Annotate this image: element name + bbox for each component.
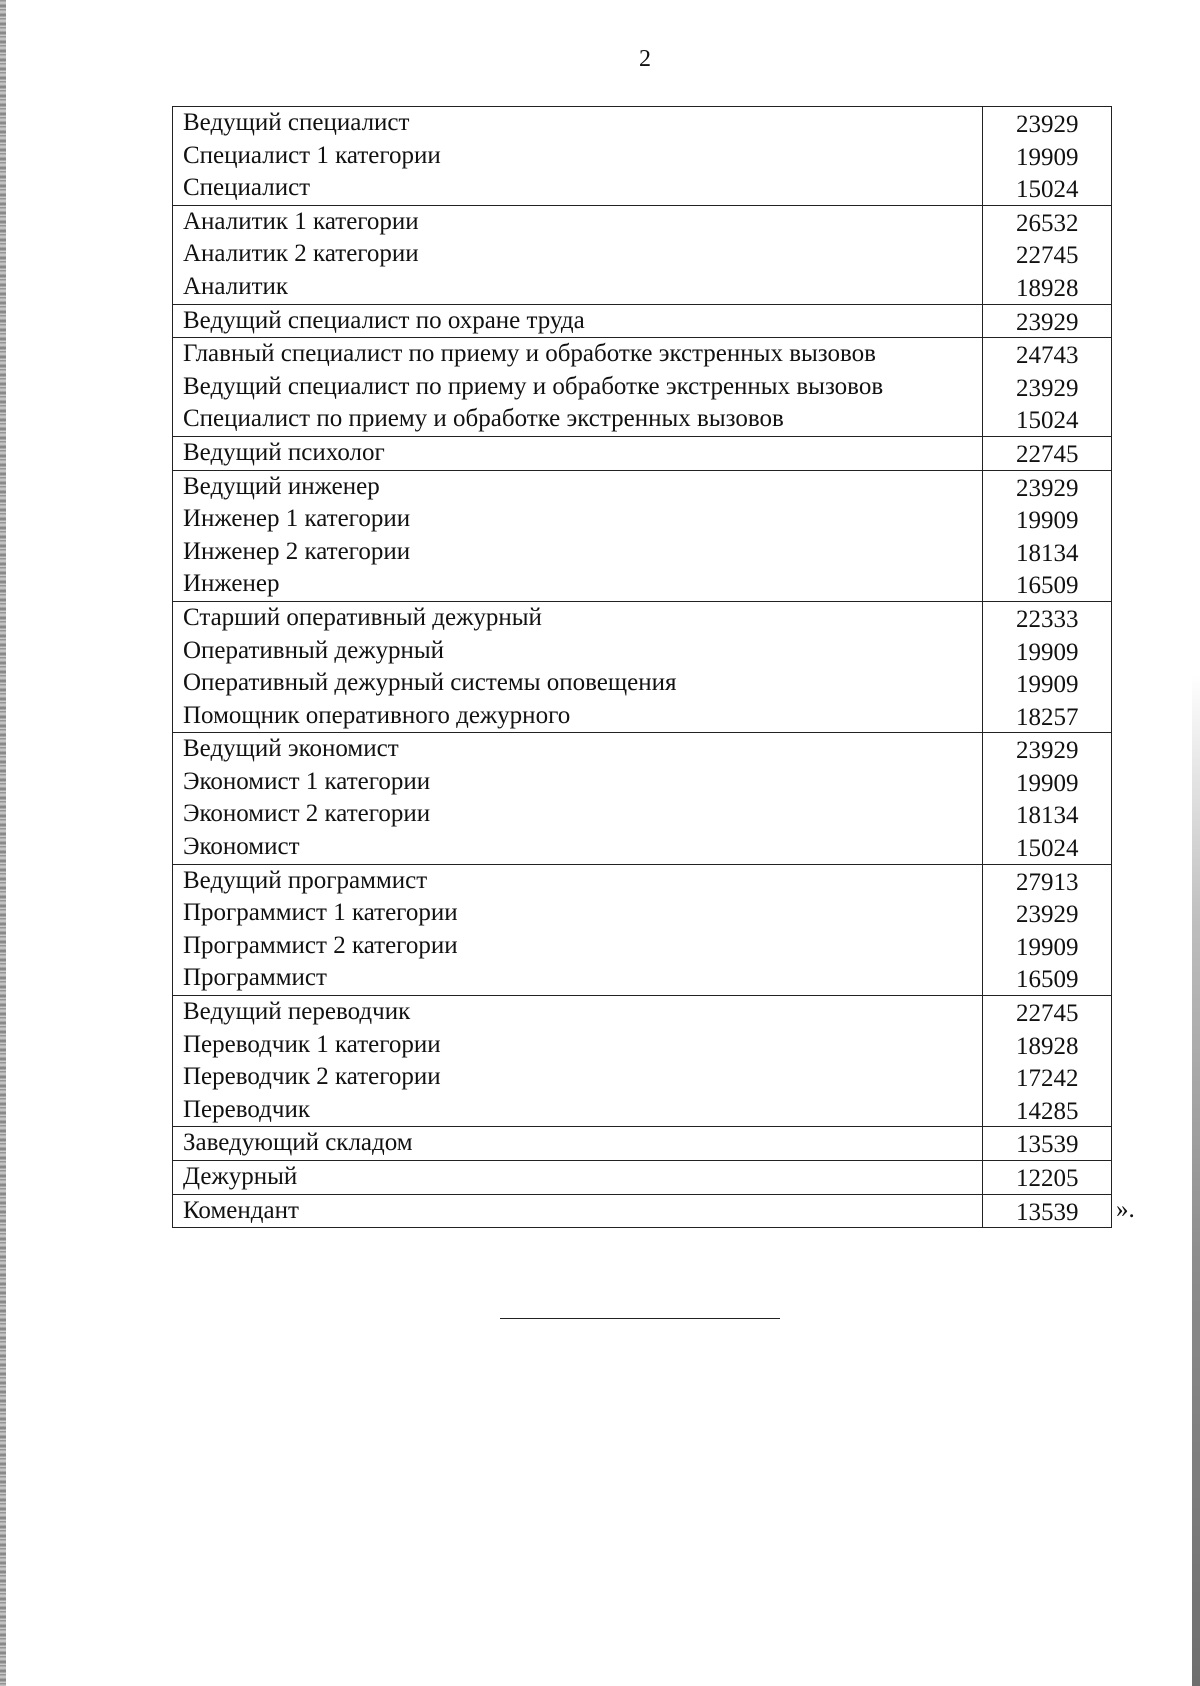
salary-value: 13539 [1015,1198,1079,1226]
table-row [173,470,1112,601]
position-title: Инженер [183,570,280,598]
position-title: Аналитик 1 категории [183,207,419,235]
salary-value: 18928 [1015,274,1079,302]
position-title: Программист 2 категории [183,931,458,959]
table-row [173,205,1112,304]
salary-value-cell [983,436,1112,470]
salary-value: 19909 [1015,769,1079,797]
position-title: Переводчик 1 категории [183,1030,441,1058]
position-title: Инженер 2 категории [183,537,411,565]
table-row [173,1161,1112,1195]
salary-value: 18257 [1015,703,1079,731]
position-title-cell [173,1161,983,1195]
salary-value-cell [983,733,1112,864]
salary-value: 19909 [1015,671,1079,699]
salary-value: 13539 [1015,1131,1079,1159]
position-title-cell [173,733,983,864]
position-title: Главный специалист по приему и обработке экстренных вызовов [183,340,876,368]
salary-value: 15024 [1015,835,1079,863]
table-row [173,304,1112,338]
position-title-cell [173,304,983,338]
salary-value: 18134 [1015,802,1079,830]
salary-value-cell [983,996,1112,1127]
position-title-cell [173,1127,983,1161]
table-row [173,1127,1112,1161]
salary-value-cell [983,1194,1112,1228]
salary-value: 12205 [1015,1165,1079,1192]
salary-value: 19909 [1015,933,1079,961]
salary-value: 22333 [1015,605,1079,633]
table-row [173,338,1112,437]
salary-value: 24743 [1015,342,1079,370]
position-title-cell [173,996,983,1127]
salary-value: 22745 [1015,440,1079,468]
position-title: Ведущий программист [183,866,428,894]
position-title: Переводчик [183,1095,310,1123]
salary-value-cell [983,864,1112,995]
salary-value: 16509 [1015,966,1079,994]
salary-table [172,106,1112,1228]
salary-value: 15024 [1015,407,1079,435]
position-title: Ведущий инженер [183,472,380,500]
position-title-cell [173,107,983,206]
position-title: Аналитик 2 категории [183,240,419,268]
position-title-cell [173,436,983,470]
salary-value: 22745 [1015,1000,1079,1028]
position-title: Инженер 1 категории [183,505,411,533]
position-title: Оперативный дежурный [183,636,445,664]
position-title: Ведущий специалист [183,109,410,136]
position-title: Специалист 1 категории [183,141,441,169]
salary-value: 18928 [1015,1032,1079,1060]
scan-edge-left [0,0,6,1686]
position-title: Комендант [183,1196,299,1224]
salary-value: 22745 [1015,242,1079,270]
position-title: Ведущий специалист по приему и обработке экстренных вызовов [183,372,884,400]
position-title: Ведущий психолог [183,438,385,466]
position-title: Переводчик 2 категории [183,1063,441,1091]
salary-value-cell [983,601,1112,732]
position-title: Аналитик [183,272,289,300]
position-title: Экономист 1 категории [183,767,431,795]
salary-value: 23929 [1015,474,1079,502]
position-title: Помощник оперативного дежурного [183,701,571,729]
table-row [173,864,1112,995]
salary-value: 19909 [1015,638,1079,666]
position-title: Специалист по приему и обработке экстренных вызовов [183,405,784,433]
salary-value: 18134 [1015,539,1079,567]
salary-value: 23929 [1015,308,1079,336]
closing-quote-mark: ». [1116,1196,1135,1223]
position-title: Специалист [183,174,311,202]
position-title: Программист [183,964,327,992]
salary-value: 23929 [1015,901,1079,929]
position-title: Ведущий экономист [183,735,399,763]
salary-value-cell [983,1161,1112,1195]
salary-value: 27913 [1015,868,1079,896]
position-title: Экономист 2 категории [183,800,431,828]
salary-value: 15024 [1015,176,1079,204]
table-row [173,733,1112,864]
position-title-cell [173,1194,983,1228]
salary-value-cell [983,304,1112,338]
position-title-cell [173,205,983,304]
position-title: Заведующий складом [183,1129,413,1157]
table-row [173,996,1112,1127]
table-row [173,436,1112,470]
salary-value-cell [983,338,1112,437]
salary-value: 23929 [1015,737,1079,765]
salary-value-cell [983,470,1112,601]
position-title-cell [173,864,983,995]
position-title: Дежурный [183,1163,298,1190]
salary-value-cell [983,205,1112,304]
position-title-cell [173,601,983,732]
table-row [173,601,1112,732]
position-title: Ведущий специалист по охране труда [183,306,585,334]
salary-value: 23929 [1015,374,1079,402]
position-title-cell [173,470,983,601]
salary-value: 19909 [1015,143,1079,171]
salary-value-cell [983,107,1112,206]
position-title: Экономист [183,833,300,861]
position-title: Программист 1 категории [183,899,458,927]
salary-value: 26532 [1015,209,1079,237]
salary-value: 16509 [1015,572,1079,600]
table-row [173,1194,1112,1228]
page-number: 2 [639,46,651,72]
position-title: Старший оперативный дежурный [183,603,542,631]
footer-separator-line [500,1318,780,1319]
salary-value-cell [983,1127,1112,1161]
salary-value: 17242 [1015,1065,1079,1093]
table-row [173,107,1112,206]
salary-value: 19909 [1015,507,1079,535]
salary-value: 23929 [1015,111,1079,138]
salary-table-body [173,107,1112,1228]
salary-value: 14285 [1015,1097,1079,1125]
position-title: Ведущий переводчик [183,998,411,1026]
position-title-cell [173,338,983,437]
scan-edge-right [1192,0,1200,1686]
position-title: Оперативный дежурный системы оповещения [183,669,677,697]
